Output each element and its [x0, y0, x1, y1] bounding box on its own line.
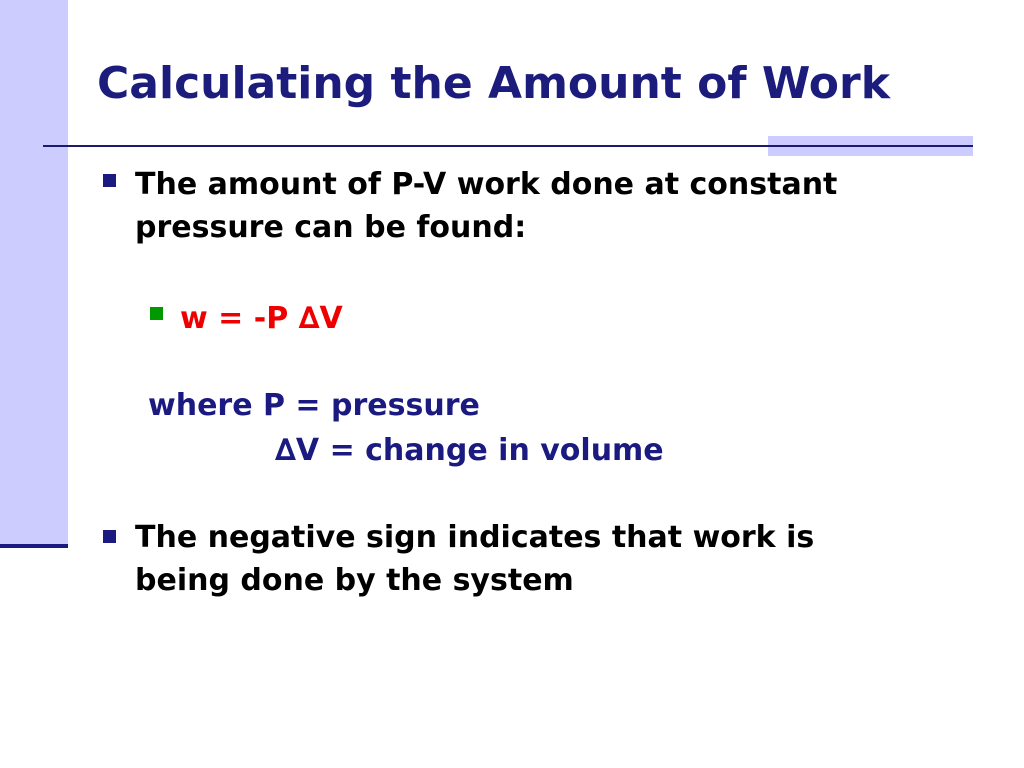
definition-pressure: where P = pressure — [148, 388, 480, 423]
bullet-square-icon — [103, 530, 116, 543]
bullet-2-text — [135, 516, 814, 602]
bullet-1-line-2: pressure can be found: — [135, 210, 527, 245]
bullet-2-line-2: being done by the system — [135, 563, 574, 598]
bullet-2-line-1: The negative sign indicates that work is — [135, 520, 815, 555]
bullet-1-line-1: The amount of P-V work done at constant — [135, 167, 838, 202]
definition-volume-change: ∆V = change in volume — [275, 433, 664, 468]
sub-bullet-square-icon — [150, 307, 163, 320]
left-accent-rule — [0, 544, 68, 548]
title-divider — [43, 145, 973, 147]
left-accent-bar — [0, 0, 68, 546]
bullet-square-icon — [103, 174, 116, 187]
bullet-1-text — [135, 163, 837, 249]
slide-title: Calculating the Amount of Work — [97, 58, 890, 109]
work-equation: w = -P ∆V — [180, 301, 343, 336]
